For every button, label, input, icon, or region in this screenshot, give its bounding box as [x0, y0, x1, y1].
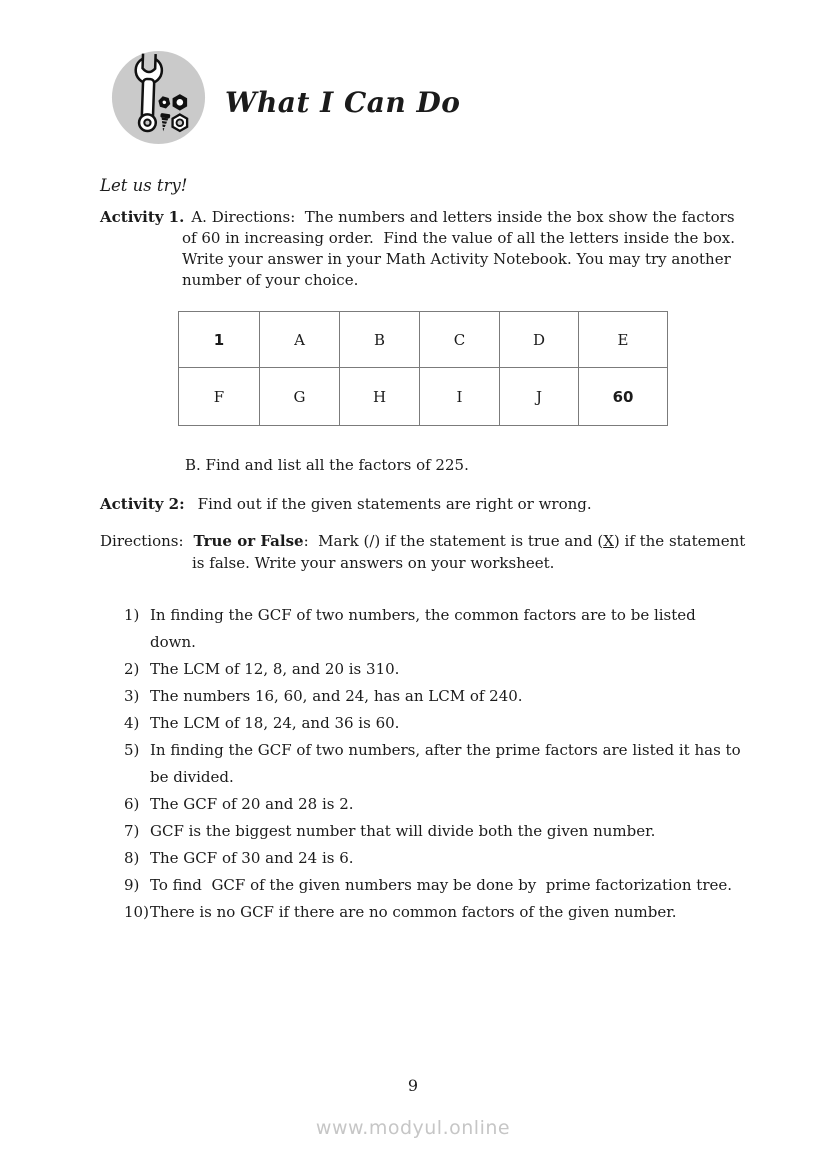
statement-number: 2) [124, 660, 140, 678]
watermark: www.modyul.online [315, 1117, 511, 1139]
statement-number: 7) [124, 822, 140, 840]
statement-line: The LCM of 18, 24, and 36 is 60. [150, 714, 400, 732]
paragraph-line: Write your answer in your Math Activity Notebook. You may try another [182, 250, 731, 268]
table-cell: B [340, 312, 420, 368]
statement-line: To find GCF of the given numbers may be done by prime factorization tree. [150, 876, 733, 894]
activity2-label: Activity 2: [100, 495, 185, 513]
activity1-part-b: B. Find and list all the factors of 225. [185, 456, 469, 474]
table-cell: 60 [579, 368, 668, 426]
statement-number: 1) [124, 606, 140, 624]
activity1-section [100, 207, 735, 291]
paragraph-line [100, 207, 735, 228]
statement-item [124, 683, 741, 710]
paragraph-line: of 60 in increasing order. Find the value of all the letters inside the box. [182, 229, 736, 247]
statement-line: The LCM of 12, 8, and 20 is 310. [150, 660, 400, 678]
directions-text: ) if the statement [613, 532, 746, 550]
table-cell: G [260, 368, 340, 426]
table-cell: I [420, 368, 500, 426]
directions-section [100, 531, 745, 574]
statement-item [124, 899, 741, 926]
statement-line: The GCF of 20 and 28 is 2. [150, 795, 354, 813]
table-cell: J [500, 368, 579, 426]
paragraph-line: number of your choice. [182, 271, 359, 289]
statement-line: In finding the GCF of two numbers, the common factors are to be listed [150, 606, 696, 624]
activity2-text: Find out if the given statements are right or wrong. [197, 495, 592, 513]
page-title: What I Can Do [225, 86, 461, 119]
directions-line: is false. Write your answers on your worksheet. [192, 553, 555, 572]
statement-number: 3) [124, 687, 140, 705]
activity1-label: Activity 1. [100, 208, 185, 226]
x-mark: X [603, 532, 614, 550]
table-cell: F [179, 368, 260, 426]
statement-line: The GCF of 30 and 24 is 6. [150, 849, 354, 867]
statement-line: down. [150, 633, 196, 651]
statement-line: In finding the GCF of two numbers, after the prime factors are listed it has to [150, 741, 741, 759]
statement-item [124, 818, 741, 845]
statement-item [124, 872, 741, 899]
statement-number: 9) [124, 876, 140, 894]
statement-line: be divided. [150, 768, 234, 786]
table-cell: H [340, 368, 420, 426]
table-cell: E [579, 312, 668, 368]
activity1-text: A. Directions: The numbers and letters inside the box show the factors [191, 208, 735, 226]
table-row [179, 368, 668, 426]
statements-list [124, 602, 741, 926]
factors-table [178, 311, 668, 426]
directions-line [100, 531, 745, 553]
true-or-false-label: True or False [193, 532, 304, 550]
statement-item [124, 791, 741, 818]
statement-item [124, 656, 741, 683]
statement-item [124, 710, 741, 737]
table-cell: 1 [179, 312, 260, 368]
intro-text: Let us try! [100, 176, 188, 195]
statement-line: There is no GCF if there are no common factors of the given number. [150, 903, 677, 921]
statement-number: 5) [124, 741, 140, 759]
table-cell: A [260, 312, 340, 368]
statement-number: 10) [124, 903, 149, 921]
statement-item [124, 737, 741, 791]
table-cell: C [420, 312, 500, 368]
statement-number: 6) [124, 795, 140, 813]
table-row [179, 312, 668, 368]
directions-text: : Mark (/) if the statement is true and ( [303, 532, 604, 550]
wrench-and-nuts-icon [110, 49, 207, 146]
table-cell: D [500, 312, 579, 368]
statement-item [124, 845, 741, 872]
statement-number: 4) [124, 714, 140, 732]
statement-line: GCF is the biggest number that will divide both the given number. [150, 822, 656, 840]
activity2-section [100, 494, 592, 515]
directions-label: Directions: [100, 532, 184, 550]
page-number: 9 [407, 1076, 419, 1095]
statement-item [124, 602, 741, 656]
statement-number: 8) [124, 849, 140, 867]
statement-line: The numbers 16, 60, and 24, has an LCM of 240. [150, 687, 523, 705]
